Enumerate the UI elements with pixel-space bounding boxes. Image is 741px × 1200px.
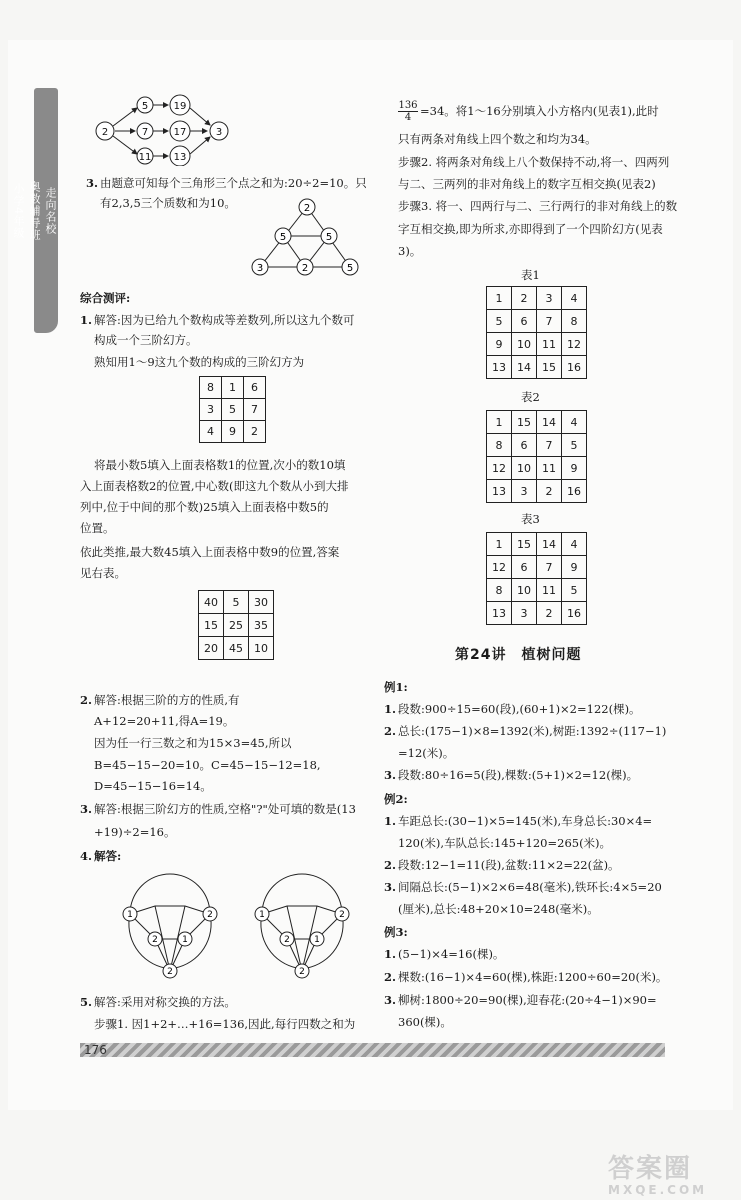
q1-line3: 熟知用1～9这九个数的构成的三阶幻方为	[94, 355, 305, 369]
example-2-heading: 例2:	[384, 792, 408, 806]
item-3-line1: 由题意可知每个三角形三个点之和为:20÷2=10。只	[100, 176, 367, 190]
lecture-title: 第24讲 植树问题	[455, 647, 582, 663]
ex3-1-number: 1.	[384, 947, 397, 961]
cell: 13	[487, 602, 512, 625]
cell: 7	[537, 434, 562, 457]
node-19: 19	[173, 101, 187, 112]
cell: 9	[562, 457, 587, 480]
cell: 5	[222, 399, 244, 421]
table-2	[486, 410, 587, 503]
right-line3: 步骤2. 将两条对角线上八个数保持不动,将一、四两列	[398, 155, 670, 169]
node-11: 11	[138, 152, 152, 163]
ex3-3-line1: 柳树:1800÷20=90(棵),迎春花:(20÷4−1)×90=	[398, 993, 657, 1007]
cell: 40	[199, 591, 224, 614]
node-17: 17	[173, 127, 187, 138]
cell: 15	[537, 356, 562, 379]
cell: 4	[562, 287, 587, 310]
cell: 5	[562, 579, 587, 602]
cell: 1	[222, 377, 244, 399]
ex3-2-number: 2.	[384, 970, 397, 984]
cell: 10	[512, 333, 537, 356]
q2-line5: D=45−15−16=14。	[94, 779, 212, 793]
tab-grade: 小学4年级	[12, 182, 25, 239]
cell: 9	[487, 333, 512, 356]
q1-line1: 解答:因为已给九个数构成等差数列,所以这九个数可	[94, 313, 355, 327]
cell: 16	[562, 602, 587, 625]
q5-line1: 解答:采用对称交换的方法。	[94, 995, 236, 1009]
q4-number: 4.	[80, 849, 93, 863]
ex1-1-number: 1.	[384, 702, 397, 716]
cell: 6	[512, 310, 537, 333]
comprehensive-heading: 综合测评:	[80, 291, 131, 305]
cell: 4	[562, 533, 587, 556]
footer-bar	[80, 1043, 665, 1057]
circle-diagram-right	[247, 868, 357, 986]
cell: 20	[199, 637, 224, 660]
cell: 8	[200, 377, 222, 399]
triangle-diagram	[245, 196, 365, 281]
cell: 1	[487, 533, 512, 556]
cell: 12	[487, 556, 512, 579]
node-2: 2	[101, 127, 109, 138]
q2-number: 2.	[80, 693, 93, 707]
cell: 3	[200, 399, 222, 421]
cr-node-a: 1	[259, 910, 265, 920]
ex3-1-text: (5−1)×4=16(棵)。	[398, 947, 505, 961]
cr-node-d: 1	[314, 935, 320, 945]
cell: 3	[537, 287, 562, 310]
cell: 14	[537, 411, 562, 434]
cell: 4	[200, 421, 222, 443]
right-line7: 3)。	[398, 244, 422, 258]
q5-number: 5.	[80, 995, 93, 1009]
cell: 45	[224, 637, 249, 660]
sidebar-tab	[12, 88, 58, 333]
ex1-1-text: 段数:900÷15=60(段),(60+1)×2=122(棵)。	[398, 702, 641, 716]
ex3-3-line2: 360(棵)。	[398, 1015, 452, 1029]
ex1-2-line1: 总长:(175−1)×8=1392(米),树距:1392÷(117−1)	[398, 724, 667, 738]
cell: 3	[512, 602, 537, 625]
tri-mid-right: 5	[325, 232, 333, 243]
cell: 2	[537, 480, 562, 503]
q1-line7: 位置。	[80, 521, 115, 535]
ex1-3-number: 3.	[384, 768, 397, 782]
cell: 1	[487, 287, 512, 310]
q1-number: 1.	[80, 313, 93, 327]
cl-node-a: 1	[127, 910, 133, 920]
ex2-1-line2: 120(米),车队总长:145+120=265(米)。	[398, 836, 612, 850]
item-3-line2: 有2,3,5三个质数和为10。	[100, 196, 236, 210]
cell: 7	[244, 399, 266, 421]
cell: 1	[487, 411, 512, 434]
cl-node-c: 2	[152, 935, 158, 945]
tab-series: 走向名校	[44, 186, 57, 235]
table3-caption: 表3	[521, 512, 540, 526]
ex2-2-number: 2.	[384, 858, 397, 872]
cell: 14	[537, 533, 562, 556]
q2-line2: A+12=20+11,得A=19。	[94, 714, 235, 728]
cell: 8	[562, 310, 587, 333]
cell: 13	[487, 356, 512, 379]
node-7: 7	[141, 127, 149, 138]
q5-line2: 步骤1. 因1+2+…+16=136,因此,每行四数之和为	[94, 1017, 356, 1031]
cell: 11	[537, 579, 562, 602]
q4-line1: 解答:	[94, 849, 122, 863]
q1-line4: 将最小数5填入上面表格数1的位置,次小的数10填	[94, 458, 346, 472]
fraction-numerator: 136	[398, 100, 418, 111]
q3-line1: 解答:根据三阶幻方的性质,空格"?"处可填的数是(13	[94, 802, 356, 816]
ex1-2-line2: =12(米)。	[398, 746, 455, 760]
tri-bottom-left: 3	[256, 263, 264, 274]
cell: 2	[512, 287, 537, 310]
circle-diagram-left	[115, 868, 225, 986]
cell: 5	[562, 434, 587, 457]
fraction-denominator: 4	[404, 112, 412, 123]
watermark-text: 答案圈	[608, 1154, 693, 1184]
example-1-heading: 例1:	[384, 680, 408, 694]
cell: 14	[512, 356, 537, 379]
cell: 15	[199, 614, 224, 637]
magic-square-45	[198, 590, 274, 660]
tri-top: 2	[303, 203, 311, 214]
cell: 9	[562, 556, 587, 579]
arrow-diagram	[90, 92, 240, 166]
ex1-3-text: 段数:80÷16=5(段),棵数:(5+1)×2=12(棵)。	[398, 768, 639, 782]
cell: 6	[244, 377, 266, 399]
cr-node-b: 2	[339, 910, 345, 920]
cell: 13	[487, 480, 512, 503]
table2-caption: 表2	[521, 390, 540, 404]
q3-number: 3.	[80, 802, 93, 816]
cell: 5	[487, 310, 512, 333]
right-line5: 步骤3. 将一、四两行与二、三行两行的非对角线上的数	[398, 199, 678, 213]
cell: 11	[537, 457, 562, 480]
cell: 4	[562, 411, 587, 434]
cell: 8	[487, 579, 512, 602]
cell: 5	[224, 591, 249, 614]
ex2-3-line1: 间隔总长:(5−1)×2×6=48(毫米),铁环长:4×5=20	[398, 880, 662, 894]
q2-line3: 因为任一行三数之和为15×3=45,所以	[94, 736, 292, 750]
cr-node-e: 2	[299, 967, 305, 977]
cell: 6	[512, 556, 537, 579]
cell: 16	[562, 480, 587, 503]
ex2-2-text: 段数:12−1=11(段),盆数:11×2=22(盆)。	[398, 858, 620, 872]
watermark-url: MXQE.COM	[608, 1183, 708, 1197]
node-5: 5	[141, 101, 149, 112]
q1-line5: 入上面表格数2的位置,中心数(即这九个数从小到大排	[80, 479, 349, 493]
cell: 7	[537, 310, 562, 333]
q2-line1: 解答:根据三阶的方的性质,有	[94, 693, 240, 707]
cell: 15	[512, 411, 537, 434]
cell: 8	[487, 434, 512, 457]
table1-caption: 表1	[521, 268, 540, 282]
cl-node-b: 2	[207, 910, 213, 920]
cell: 10	[512, 579, 537, 602]
table-3	[486, 532, 587, 625]
cr-node-c: 2	[284, 935, 290, 945]
q1-line8: 依此类推,最大数45填入上面表格中数9的位置,答案	[80, 545, 340, 559]
q1-line6: 列中,位于中间的那个数)25填入上面表格中数5的	[80, 500, 329, 514]
ex3-3-number: 3.	[384, 993, 397, 1007]
cell: 10	[249, 637, 274, 660]
ex3-2-text: 棵数:(16−1)×4=60(棵),株距:1200÷60=20(米)。	[398, 970, 668, 984]
cell: 25	[224, 614, 249, 637]
cl-node-d: 1	[182, 935, 188, 945]
cell: 9	[222, 421, 244, 443]
cl-node-e: 2	[167, 967, 173, 977]
watermark-logo	[608, 1148, 707, 1197]
q2-line4: B=45−15−20=10。C=45−15−12=18,	[94, 758, 321, 772]
cell: 2	[244, 421, 266, 443]
cell: 11	[537, 333, 562, 356]
ex1-2-number: 2.	[384, 724, 397, 738]
q1-line9: 见右表。	[80, 566, 126, 580]
table-1	[486, 286, 587, 379]
cell: 30	[249, 591, 274, 614]
cell: 10	[512, 457, 537, 480]
ex2-3-number: 3.	[384, 880, 397, 894]
cell: 6	[512, 434, 537, 457]
cell: 2	[537, 602, 562, 625]
cell: 15	[512, 533, 537, 556]
page-number: 176	[84, 1043, 107, 1057]
right-line1: =34。将1～16分别填入小方格内(见表1),此时	[420, 104, 659, 118]
ex2-1-number: 1.	[384, 814, 397, 828]
magic-square-9	[199, 376, 266, 443]
tri-bottom-mid: 2	[301, 263, 309, 274]
ex2-1-line1: 车距总长:(30−1)×5=145(米),车身总长:30×4=	[398, 814, 653, 828]
q3-line2: +19)÷2=16。	[94, 825, 176, 839]
cell: 3	[512, 480, 537, 503]
cell: 12	[562, 333, 587, 356]
right-line4: 与二、三两列的非对角线上的数字互相交换(见表2)	[398, 177, 656, 191]
cell: 35	[249, 614, 274, 637]
cell: 16	[562, 356, 587, 379]
right-line6: 字互相交换,即为所求,亦即得到了一个四阶幻方(见表	[398, 222, 663, 236]
right-line2: 只有两条对角线上四个数之和均为34。	[398, 132, 597, 146]
node-3: 3	[215, 127, 223, 138]
cell: 7	[537, 556, 562, 579]
example-3-heading: 例3:	[384, 925, 408, 939]
tri-bottom-right: 5	[346, 263, 354, 274]
tab-subject: 奥数辅导班	[28, 180, 41, 241]
fraction	[398, 100, 418, 123]
node-13: 13	[173, 152, 187, 163]
tri-mid-left: 5	[279, 232, 287, 243]
q1-line2: 构成一个三阶幻方。	[94, 333, 198, 347]
item-3-number: 3.	[86, 176, 99, 190]
cell: 12	[487, 457, 512, 480]
ex2-3-line2: (厘米),总长:48+20×10=248(毫米)。	[398, 902, 599, 916]
